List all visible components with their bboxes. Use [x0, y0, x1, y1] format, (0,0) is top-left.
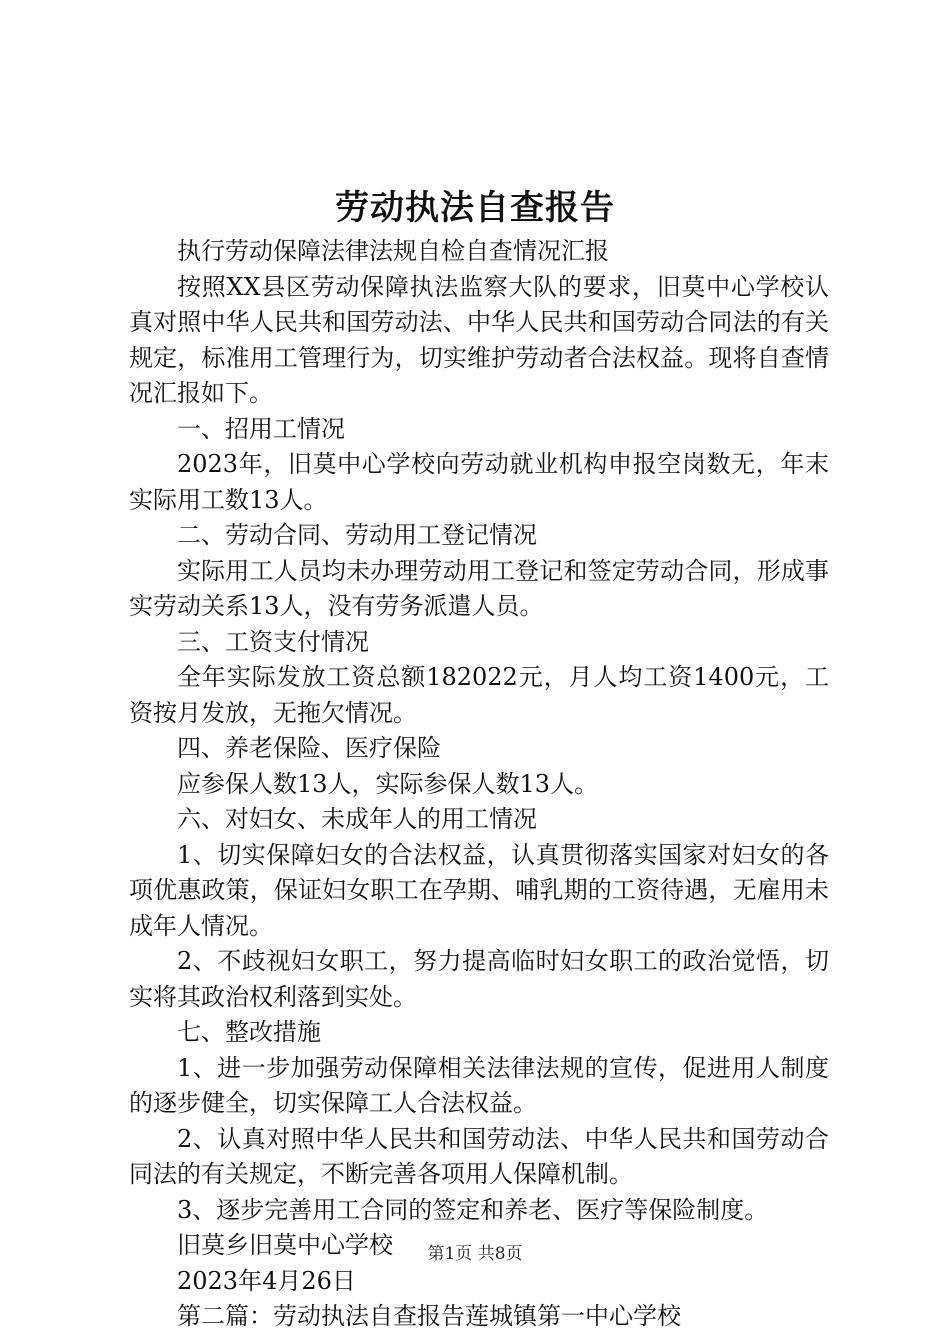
section-heading-wages: 三、工资支付情况	[177, 627, 369, 656]
page-number: 第1页 共8页	[427, 1244, 523, 1264]
rectification-item-3: 3、逐步完善用工合同的签定和养老、医疗等保险制度。	[177, 1195, 769, 1224]
insurance-paragraph: 应参保人数13人，实际参保人数13人。	[177, 769, 599, 798]
recruitment-paragraph: 2023年，旧莫中心学校向劳动就业机构申报空岗数无，年末实际用工数13人。	[129, 450, 829, 514]
signature-school: 旧莫乡旧莫中心学校	[177, 1231, 393, 1259]
contracts-paragraph: 实际用工人员均未办理劳动用工登记和签定劳动合同，形成事实劳动关系13人，没有劳务派遣人员。	[129, 556, 829, 620]
intro-paragraph: 按照XX县区劳动保障执法监察大队的要求，旧莫中心学校认真对照中华人民共和国劳动法、中华人民共和国劳动合同法的有关规定，标准用工管理行为，切实维护劳动者合法权益。现将自查情况汇报如下。	[129, 272, 829, 407]
section-heading-women-minors: 六、对妇女、未成年人的用工情况	[177, 805, 537, 833]
wages-paragraph: 全年实际发放工资总额182022元，月人均工资1400元，工资按月发放，无拖欠情况。	[129, 663, 829, 727]
signature-date: 2023年4月26日	[177, 1266, 356, 1295]
document-body	[129, 234, 829, 1335]
section-heading-insurance: 四、养老保险、医疗保险	[177, 734, 441, 762]
section-heading-contracts: 二、劳动合同、劳动用工登记情况	[177, 521, 537, 549]
women-minors-item-2: 2、不歧视妇女职工，努力提高临时妇女职工的政治觉悟，切实将其政治权利落到实处。	[129, 947, 829, 1011]
women-minors-item-1: 1、切实保障妇女的合法权益，认真贯彻落实国家对妇女的各项优惠政策，保证妇女职工在孕期、哺乳期的工资待遇，无雇用未成年人情况。	[129, 840, 829, 940]
second-article-heading: 第二篇：劳动执法自查报告莲城镇第一中心学校	[177, 1302, 681, 1330]
document-title: 劳动执法自查报告	[335, 188, 615, 228]
section-heading-rectification: 七、整改措施	[177, 1018, 321, 1046]
rectification-item-2: 2、认真对照中华人民共和国劳动法、中华人民共和国劳动合同法的有关规定，不断完善各项用人保障机制。	[129, 1124, 829, 1188]
rectification-item-1: 1、进一步加强劳动保障相关法律法规的宣传，促进用人制度的逐步健全，切实保障工人合法权益。	[129, 1053, 829, 1117]
subtitle-paragraph: 执行劳动保障法律法规自检自查情况汇报	[177, 237, 609, 265]
section-heading-recruitment: 一、招用工情况	[177, 414, 345, 443]
